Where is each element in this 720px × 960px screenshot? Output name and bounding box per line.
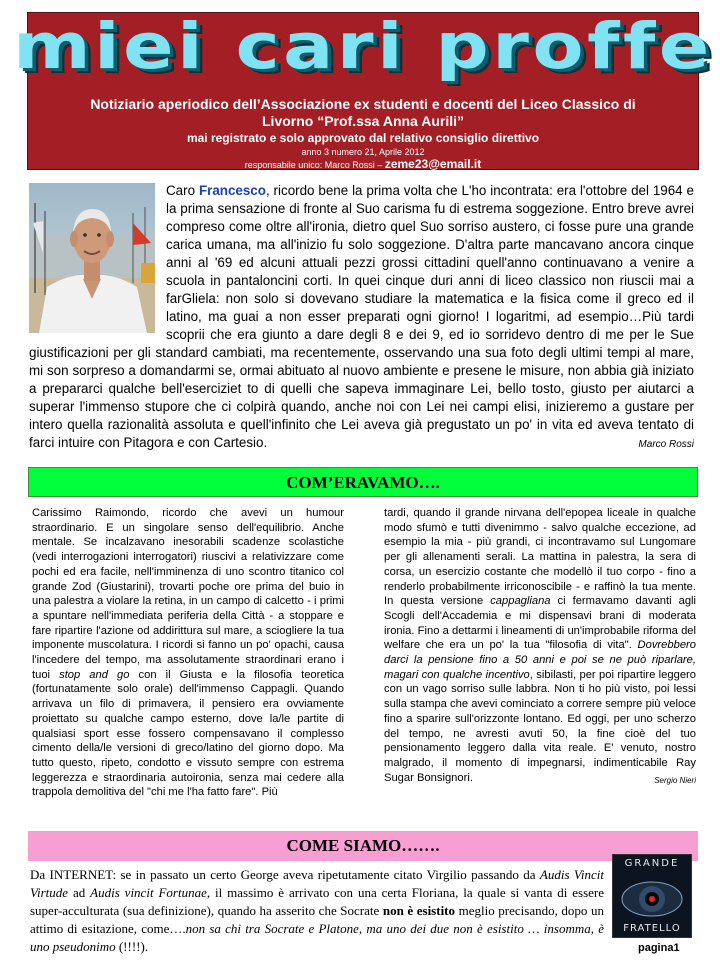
column-signature: Sergio Nieri	[654, 775, 696, 785]
column-right-text-2: ci fermavamo davanti agli Scogli dell'Accademia e mi dispensavi brani di moderata ironia. Fino a dettarmi i lineamenti di un'improbabile riforma del welfare che era un po' la tua "filosofia di vita".	[384, 595, 696, 652]
letter-signature: Marco Rossi	[638, 439, 694, 450]
article-column-left	[32, 506, 344, 826]
intro-letter	[29, 182, 694, 462]
masthead	[13, 10, 713, 171]
responsible-name: responsabile unico: Marco Rossi –	[244, 160, 383, 170]
column-right-italic-2: Dovrebbero darci la pensione fino a 50 anni e poi se ne può riparlare, magari con qualche incentivo	[384, 639, 696, 681]
subtitle	[28, 96, 698, 130]
internet-italic-1: Audis Vincit Virtude	[30, 867, 605, 900]
newsletter-title: miei cari proffe	[13, 10, 713, 83]
internet-anecdote	[30, 866, 604, 958]
column-left-text-2: con il Giusta e la filosofia teoretica (fortunatamente solo orale) dell'immenso Cappagli. Quando arrivava un filo di primavera, il pensiero era ovviamente proiettato su qualche campo esterno, dove la/le partite di qualsiasi sport esse fossero compensavano il complesso cimento della/le versioni di greco/latino del giorno dopo. Ma tutto questo, ripeto, condotto e vissuto sempre con estrema leggerezza e straordinaria autoironia, senza mai cedere alla trappola demolitiva del "chi me l'ha fatto fare". Più	[32, 668, 344, 799]
eye-icon	[613, 869, 691, 929]
letter-greeting: Caro	[166, 183, 196, 198]
internet-text-2: , il massimo è arrivato con una certa Floriana, la quale si vanta di essere super-acculturata (sua definizione), quando ha asserito che Socrate	[30, 885, 605, 918]
photo-spacer	[29, 182, 166, 334]
section-heading-comeravamo: COM’ERAVAMO….	[28, 467, 698, 497]
column-right-text-1: tardi, quando il grande nirvana dell'epopea liceale in qualche modo sfumò e tutti divenimmo - salvo qualche eccezione, ad esempio la mia - più grandi, ci incontravamo sul Lungomare per gli allenamenti serali. La mattina in palestra, la sera di corsa, un esercizio costante che modellò il tuo corpo - fino a renderlo probabilmente irriconoscibile - e raffinò la tua mente. In questa versione	[384, 507, 696, 608]
issue-info: anno 3 numero 21, Aprile 2012	[301, 147, 425, 157]
subtitle-line-2: Livorno “Prof.ssa Anna Aurili”	[262, 113, 464, 129]
letter-recipient-name: Francesco	[198, 183, 266, 198]
registration-note: mai registrato e solo approvato dal relativo consiglio direttivo	[186, 131, 540, 145]
logo-text-bottom: FRATELLO	[623, 923, 681, 934]
logo-text-top: GRANDE	[624, 858, 680, 869]
email-link[interactable]: zeme23@email.it	[384, 157, 482, 171]
column-right-italic-1: cappagliana	[490, 595, 551, 608]
subtitle-line-1: Notiziario aperiodico dell’Associazione ex studenti e docenti del Liceo Classico di	[90, 96, 636, 112]
internet-italic-2: Audis vincit Fortunae	[90, 885, 207, 900]
responsible-line	[28, 159, 698, 171]
internet-lead: Da INTERNET: se in passato un certo George aveva ripetutamente citato Virgilio passando da	[30, 867, 536, 882]
grande-fratello-logo	[612, 854, 692, 938]
section-heading-come-siamo: COME SIAMO…….	[28, 831, 698, 861]
column-right-text-3: , sibilasti, per poi ripartire leggero con un vago sorriso sulle labbra. Non ti ho più visto, poi lessi sulla stampa che avevi cominciato a correre sempre più veloce fino a sparire sull'orizzonte lontano. Ed oggi, per uno scherzo del tempo, ne avresti avuti 50, la fine cioè del tuo pensionamento leggero dalla vita reale. E' venuto, nostro malgrado, il momento di impegnarsi, indimenticabile Ray Sugar Bonsignori.	[384, 668, 696, 784]
letter-body: , ricordo bene la prima volta che L'ho incontrata: era l'ottobre del 1964 e la prima sensazione di fronte al Suo carisma fu di estrema soggezione. Entro breve avrei compreso come oltre all'ironia, dietro quel Suo sorriso austero, ci fosse pure una grande carica umana, ma all'inizio fu solo soggezione. D'altra parte mancavano ancora cinque anni al '69 ed alcuni attuali pezzi grossi cittadini quell'anno continuavano a venire a scuola in pantaloncini corti. In quei cinque duri anni di liceo classico non riuscii mai a farGliela: non solo si dovevano studiare la matematica e la fisica come il greco ed il latino, ma guai a non esser preparati ogni giorno! I logaritmi, ad esempio…Più tardi scoprii che era giunto a dare degli 8 e dei 9, ed io sorridevo dentro di me per le Sue giustificazioni per gli standard cambiati, ma recentemente, osservando una sua foto degli ultimi tempi al mare, mi son sorpreso a domandarmi se, ormai abituato al nuovo ambiente e presene le misure, non abbia già iniziato a prepararci qualche bell'eserciziet to di quelli che sapeva immaginare Lei, bello tosto, giusto per aiutarci a superar l'immenso stupore che ci colpirà quando, anche noi con Lei nei campi elisi, inizieremo a gustare per intero quella razionalità assoluta e quell'infinito che Lei aveva già pregustato un po' in vita ed aveva tentato di farci intuire con Pitagora e con Cartesio.	[29, 183, 694, 450]
column-left-italic-1: stop and go	[59, 668, 130, 681]
internet-italic-3: non sa chi tra Socrate e Platone, ma uno dei due non è esistito … insomma, è uno pseudonimo	[30, 921, 604, 954]
page-number: pagina1	[638, 942, 680, 954]
internet-text-1: ad	[72, 885, 86, 900]
internet-bold-1: non è esistito	[382, 903, 456, 918]
internet-text-3: meglio precisando, dopo un attimo di esitazione, come….	[30, 903, 604, 936]
article-column-right	[384, 506, 696, 826]
column-left-text-1: Carissimo Raimondo, ricordo che avevi un humour straordinario. E un singolare senso dell'equilibrio. Anche mentale. Se incalzavano inesorabili scadenze scolastiche (vedi interrogazioni interrogatori) riuscivi a relativizzare come pochi ed era facile, nell'imminenza di uno scontro titanico col grande Zod (Giustarini), trovarti poche ore prima del buio in una palestra a violare la retina, in un campo di calcetto - i primi a spuntare nell'immediata periferia della Città - a stoppare e fare ripartire l'azione od addirittura sul mare, a sciogliere la tua imponente muscolatura. I ricordi si fanno un po' opachi, causa l'incedere del tempo, ma assolutamente straordinari erano i tuoi	[32, 507, 344, 681]
internet-text-4: (!!!!).	[118, 939, 149, 954]
